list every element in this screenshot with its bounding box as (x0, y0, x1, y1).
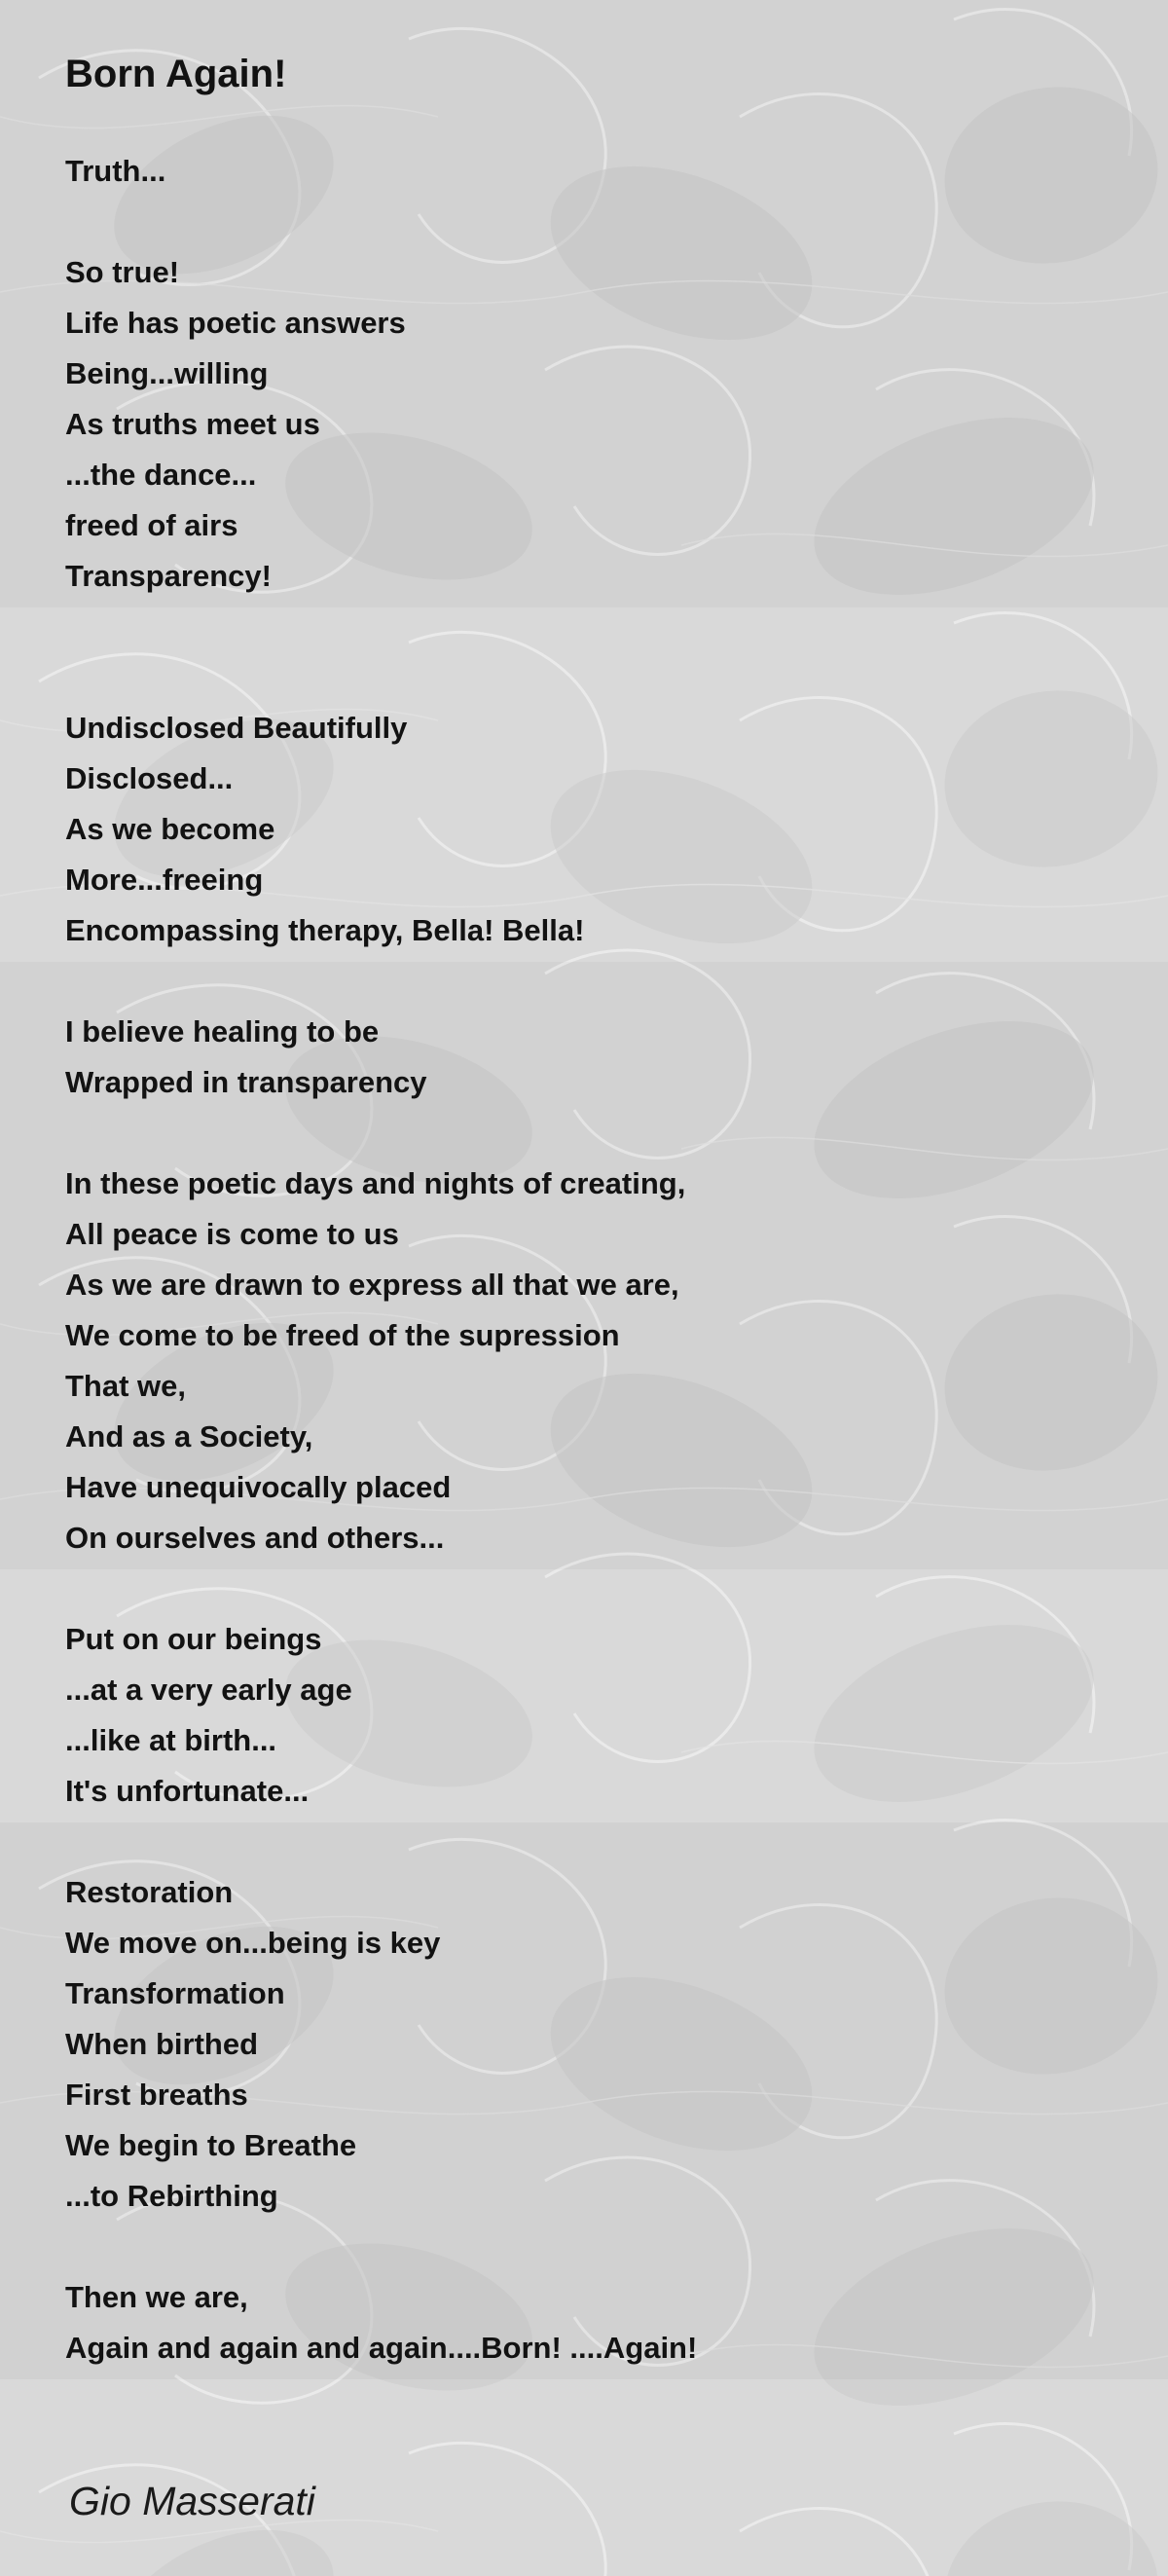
poem-title: Born Again! (65, 53, 287, 95)
poem-line: We move on...being is key (65, 1926, 441, 1960)
poem-line: freed of airs (65, 508, 238, 542)
poem-line: On ourselves and others... (65, 1521, 445, 1555)
poem-line: As truths meet us (65, 407, 320, 441)
poem-line: Restoration (65, 1875, 234, 1909)
poem-line: Undisclosed Beautifully (65, 711, 408, 745)
poem-line: When birthed (65, 2027, 259, 2061)
poem-line: That we, (65, 1369, 187, 1403)
stanza-break (65, 652, 697, 703)
poem-line: Truth... (65, 154, 166, 188)
poem-line: Encompassing therapy, Bella! Bella! (65, 913, 585, 947)
poem-line: ...like at birth... (65, 1723, 277, 1757)
poem-line: Again and again and again....Born! ....Again! (65, 2331, 698, 2365)
poem-line: And as a Society, (65, 1419, 313, 1454)
poem-line: We come to be freed of the supression (65, 1318, 620, 1352)
poem-line: Transformation (65, 1976, 285, 2010)
poem-line: All peace is come to us (65, 1217, 399, 1251)
poem-line: Wrapped in transparency (65, 1065, 427, 1099)
poem-line: So true! (65, 255, 180, 289)
poem-line: As we become (65, 812, 275, 846)
poem-line: Transparency! (65, 559, 272, 593)
stanza-break (65, 1564, 697, 1614)
poem-body (65, 146, 697, 2374)
poem-line: Disclosed... (65, 761, 234, 795)
stanza-break (65, 2222, 697, 2272)
stanza-break (65, 1108, 697, 1159)
poem-line: We begin to Breathe (65, 2128, 357, 2162)
poem-line: In these poetic days and nights of creating, (65, 1166, 686, 1200)
poem-line: ...to Rebirthing (65, 2179, 278, 2213)
poem-line: Have unequivocally placed (65, 1470, 452, 1504)
stanza-break (65, 1817, 697, 1867)
poem-line: It's unfortunate... (65, 1774, 310, 1808)
poem-line: ...at a very early age (65, 1673, 352, 1707)
poem-line: More...freeing (65, 863, 264, 897)
poem-line: I believe healing to be (65, 1014, 380, 1049)
stanza-break (65, 197, 697, 247)
poem-line: Being...willing (65, 356, 269, 390)
stanza-break (65, 602, 697, 652)
poem-author: Gio Masserati (69, 2479, 315, 2523)
stanza-break (65, 956, 697, 1007)
poem-line: Put on our beings (65, 1622, 322, 1656)
poem-line: Then we are, (65, 2280, 248, 2314)
poem-line: Life has poetic answers (65, 306, 406, 340)
poem-line: As we are drawn to express all that we are, (65, 1268, 679, 1302)
poem-line: First breaths (65, 2078, 248, 2112)
poem-line: ...the dance... (65, 458, 257, 492)
